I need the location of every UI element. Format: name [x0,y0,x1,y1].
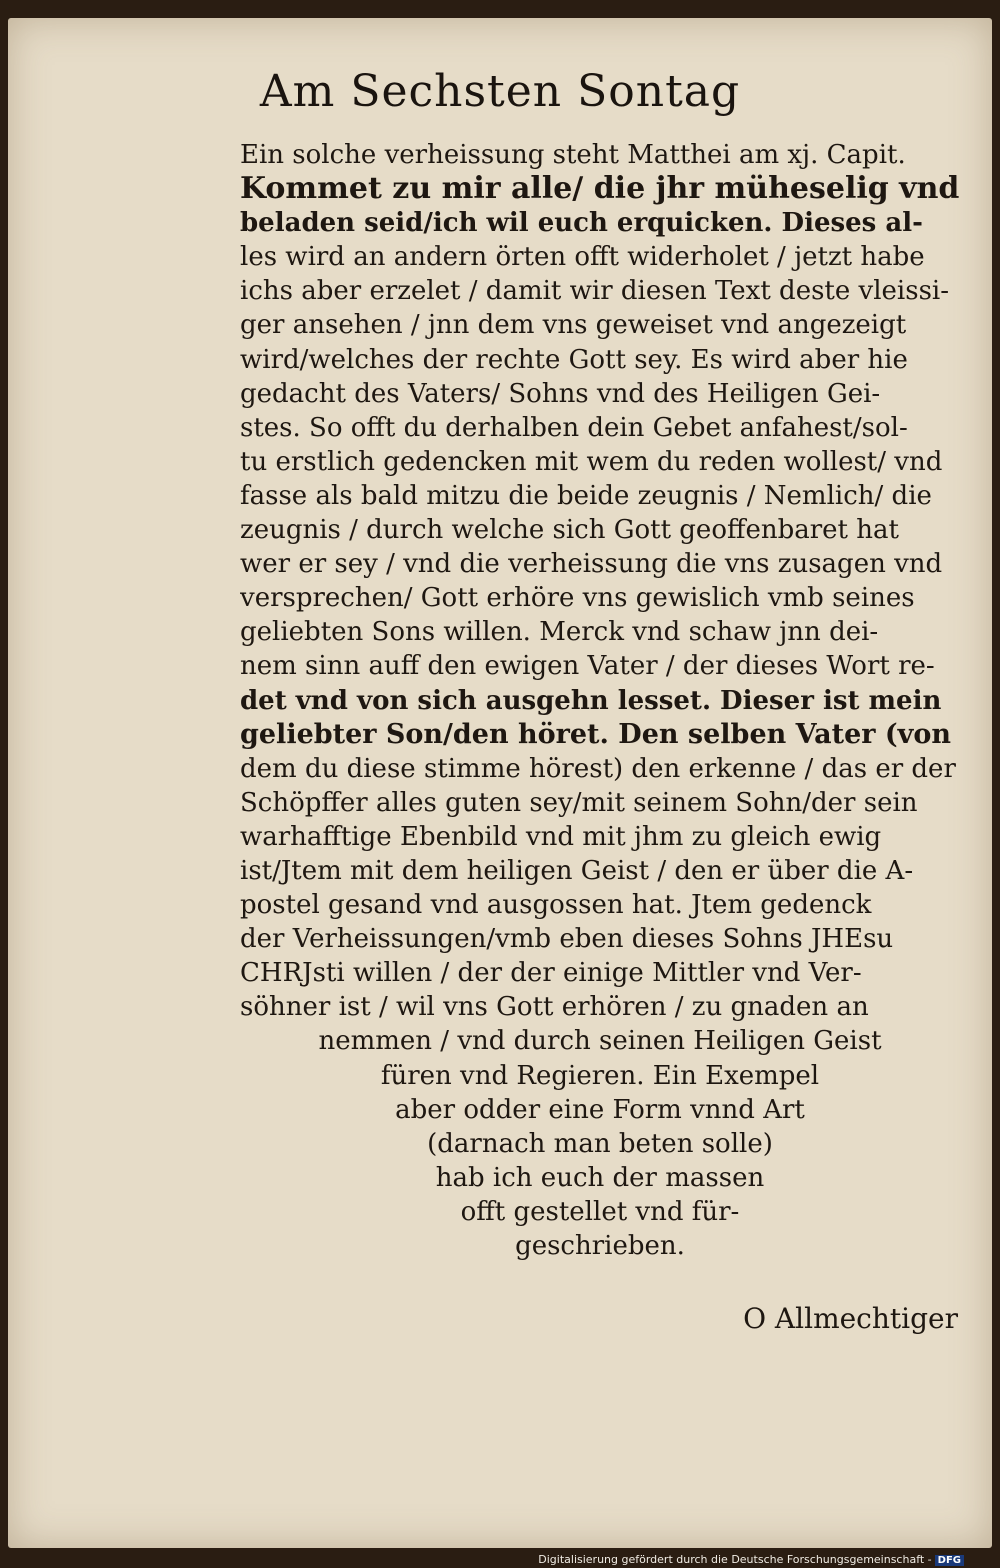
text-line: zeugnis / durch welche sich Gott geoffenbaret hat [240,515,899,546]
body-text [240,138,960,1263]
text-line: aber odder eine Form vnnd Art [395,1094,805,1125]
text-line: der Verheissungen/vmb eben dieses Sohns JHEsu [240,924,894,955]
text-line: les wird an andern örten offt widerholet / jetzt habe [240,242,925,273]
text-line: offt gestellet vnd für- [460,1196,740,1227]
text-line: tu erstlich gedencken mit wem du reden wollest/ vnd [240,446,943,477]
digitization-footer [538,1553,964,1566]
catchword: O Allmechtiger [743,1302,958,1335]
text-line: söhner ist / wil vns Gott erhören / zu gnaden an [240,992,869,1023]
text-line: Schöpffer alles guten sey/mit seinem Sohn/der sein [240,787,918,818]
text-line: geliebten Sons willen. Merck vnd schaw jnn dei- [240,617,879,648]
text-line: CHRJsti willen / der der einige Mittler vnd Ver- [240,958,862,989]
text-line: nemmen / vnd durch seinen Heiligen Geist [318,1026,882,1057]
text-line: (darnach man beten solle) [427,1128,773,1159]
text-line: det vnd von sich ausgehn lesset. Dieser ist mein [240,685,942,716]
book-page [8,18,992,1548]
text-line: fasse als bald mitzu die beide zeugnis / Nemlich/ die [240,480,932,511]
text-line: nem sinn auff den ewigen Vater / der dieses Wort re- [240,651,935,682]
running-head: Am Sechsten Sontag [259,66,741,117]
text-line: ist/Jtem mit dem heiligen Geist / den er über die A- [240,855,914,886]
text-line: stes. So offt du derhalben dein Gebet anfahest/sol- [240,412,908,443]
text-line: beladen seid/ich wil euch erquicken. Dieses al- [240,208,923,239]
text-line: warhafftige Ebenbild vnd mit jhm zu gleich ewig [240,821,882,852]
text-line: geschrieben. [515,1231,685,1261]
text-line: füren vnd Regieren. Ein Exempel [380,1060,820,1091]
text-line-emphasis: geliebter Son/den höret. Den selben Vater (von [240,718,951,750]
text-line: wer er sey / vnd die verheissung die vns zusagen vnd [240,549,943,580]
text-line: ichs aber erzelet / damit wir diesen Text deste vleissi- [240,276,950,307]
text-line: postel gesand vnd ausgossen hat. Jtem gedenck [240,890,872,921]
text-line: ger ansehen / jnn dem vns geweiset vnd angezeigt [240,310,907,341]
dfg-logo-icon: DFG [935,1555,964,1566]
text-line: versprechen/ Gott erhöre vns gewislich vmb seines [240,583,915,614]
text-line: wird/welches der rechte Gott sey. Es wird aber hie [240,344,908,375]
text-line: dem du diese stimme hörest) den erkenne / das er der [240,753,956,784]
text-line: Ein solche verheissung steht Matthei am xj. Capit. [240,140,906,170]
text-line: gedacht des Vaters/ Sohns vnd des Heiligen Gei- [240,378,881,409]
text-line: hab ich euch der massen [435,1162,765,1193]
text-line-emphasis: Kommet zu mir alle/ die jhr müheselig vnd [240,172,960,207]
footer-text: Digitalisierung gefördert durch die Deutsche Forschungsgemeinschaft - [538,1553,932,1566]
